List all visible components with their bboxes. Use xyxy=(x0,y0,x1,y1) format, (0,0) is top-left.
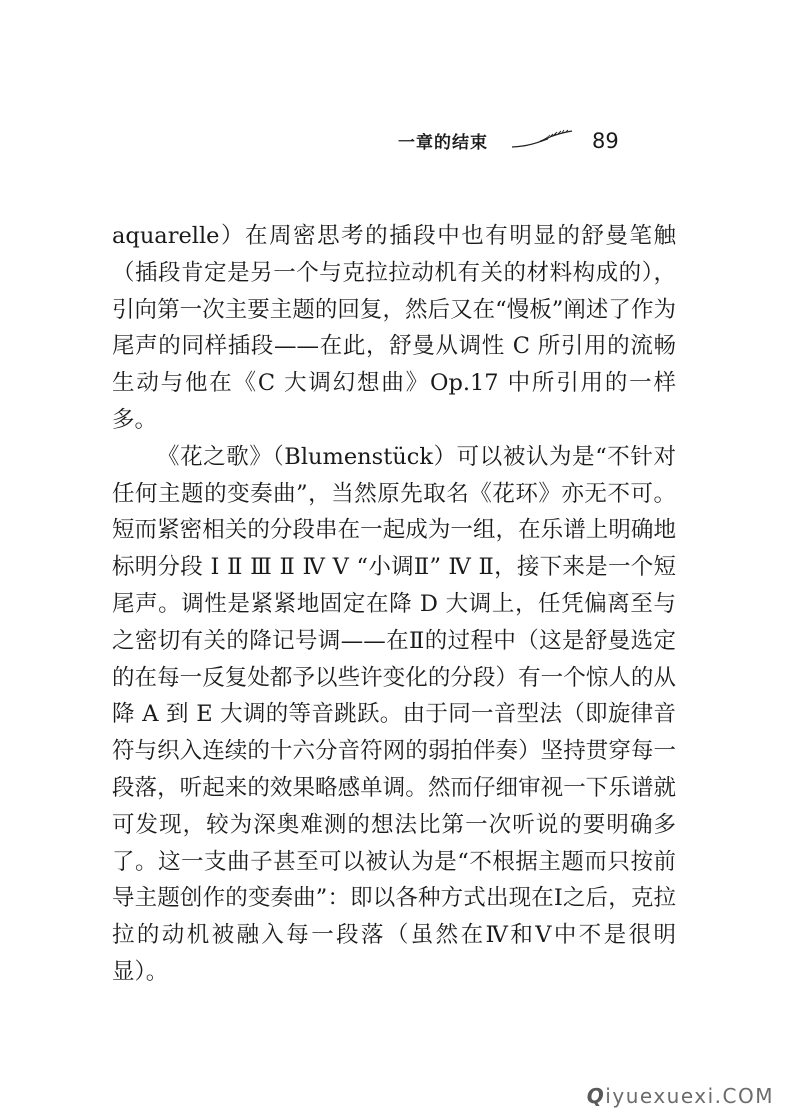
paragraph-2: 《花之歌》（Blumenstück）可以被认为是“不针对任何主题的变奏曲”，当然原先取名《花环》亦无不可。短而紧密相关的分段串在一起成为一组，在乐谱上明确地标明分段 Ⅰ Ⅱ Ⅲ Ⅱ Ⅳ Ⅴ “小调Ⅱ” Ⅳ Ⅱ，接下来是一个短尾声。调性是紧紧地固定在降 D 大调上，任凭偏离至与之密切有关的降记号调——在Ⅱ的过程中（这是舒曼选定的在每一反复处都予以些许变化的分段）有一个惊人的从降 A 到 E 大调的等音跳跃。由于同一音型法（即旋律音符与织入连续的十六分音符网的弱拍伴奏）坚持贯穿每一段落，听起来的效果略感单调。然而仔细审视一下乐谱就可发现，较为深奥难测的想法比第一次听说的要明确多了。这一支曲子甚至可以被认为是“不根据主题而只按前导主题创作的变奏曲”：即以各种方式出现在Ⅰ之后，克拉拉的动机被融入每一段落（虽然在Ⅳ和Ⅴ中不是很明显）。 xyxy=(112,443,676,985)
site-watermark xyxy=(587,1084,774,1108)
ornament-icon xyxy=(510,129,574,153)
running-header xyxy=(398,128,619,153)
watermark-logo-letter: Q xyxy=(586,1084,606,1108)
watermark-text: iyuexuexi.COM xyxy=(605,1084,774,1108)
chapter-title: 一章的结束 xyxy=(398,133,488,153)
page-number: 89 xyxy=(592,128,619,153)
body-text xyxy=(112,218,676,991)
paragraph-1: aquarelle）在周密思考的插段中也有明显的舒曼笔触（插段肯定是另一个与克拉拉动机有关的材料构成的），引向第一次主要主题的回复，然后又在“慢板”阐述了作为尾声的同样插段——在此，舒曼从调性 C 所引用的流畅生动与他在《C 大调幻想曲》Op.17 中所引用的一样多。 xyxy=(112,223,676,433)
